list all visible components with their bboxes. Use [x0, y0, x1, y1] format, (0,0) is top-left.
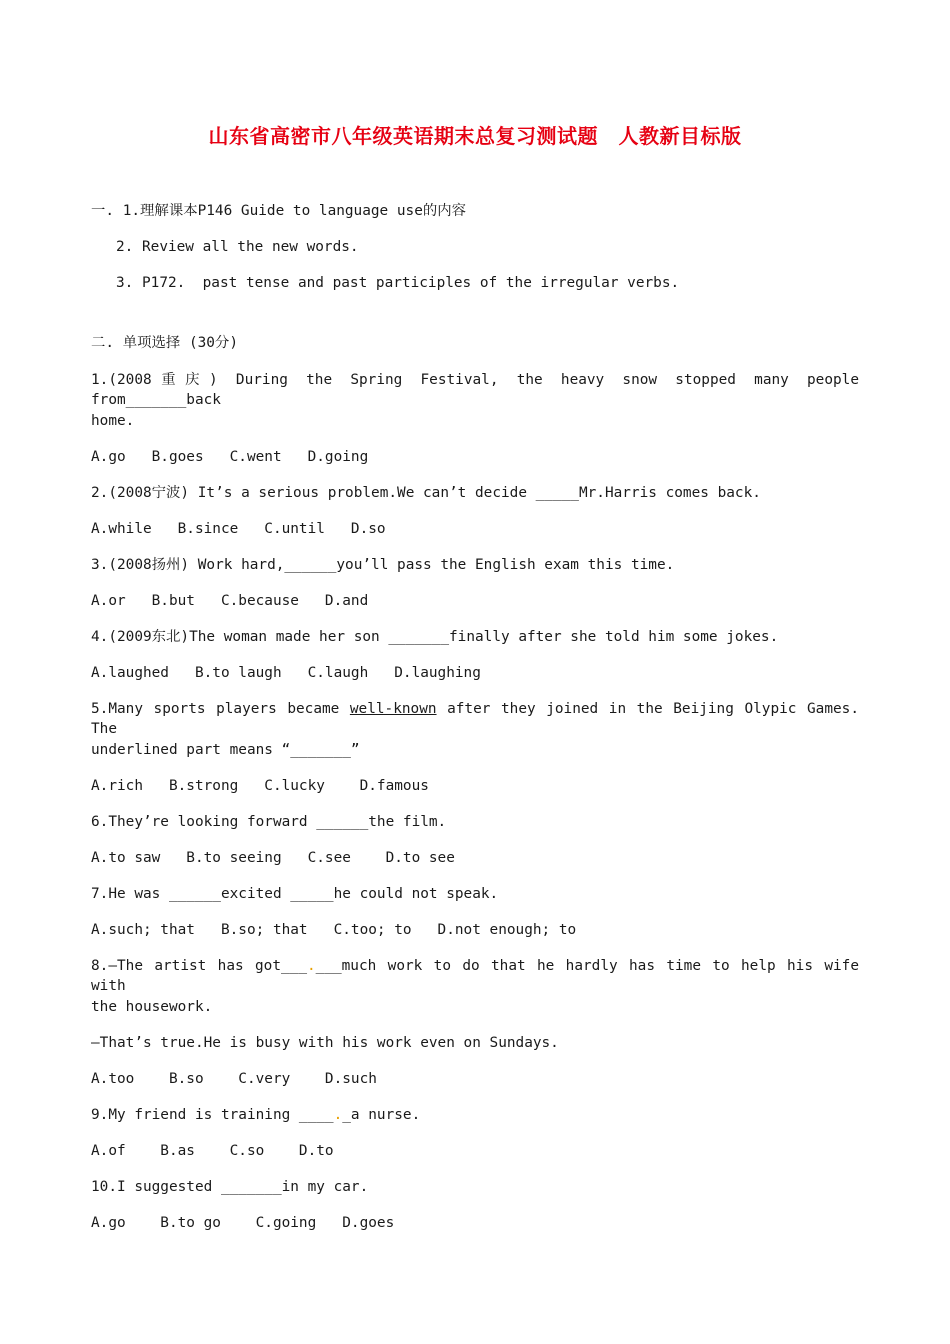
question-8-dot: . [306, 958, 316, 974]
question-1-stem: 1.(2008重庆) During the Spring Festival, the heavy snow stopped many people from_______back [91, 372, 859, 408]
question-6-stem: 6.They’re looking forward ______the film. [91, 814, 447, 830]
question-8-stem-cont: the housework. [91, 999, 213, 1015]
question-7-options: A.such; that B.so; that C.too; to D.not enough; to [91, 922, 577, 938]
question-10-options: A.go B.to go C.going D.goes [91, 1215, 395, 1231]
question-9-stem [91, 1105, 420, 1125]
question-5-stem [91, 699, 859, 739]
question-8-stem-post: ___much work to do that he hardly has time to help his wife with [91, 958, 860, 994]
page-title: 山东省高密市八年级英语期末总复习测试题 人教新目标版 [208, 124, 742, 148]
question-3-options: A.or B.but C.because D.and [91, 593, 369, 609]
question-4-stem: 4.(2009东北)The woman made her son _______finally after she told him some jokes. [91, 629, 779, 645]
question-5-options: A.rich B.strong C.lucky D.famous [91, 778, 429, 794]
section1-item-3: 3. P172. past tense and past participles of the irregular verbs. [116, 275, 680, 291]
question-6-options: A.to saw B.to seeing C.see D.to see [91, 850, 455, 866]
question-3-stem: 3.(2008扬州) Work hard,______you’ll pass the English exam this time. [91, 557, 675, 573]
section2-heading: 二. 单项选择 (30分) [91, 335, 238, 351]
question-9-options: A.of B.as C.so D.to [91, 1143, 334, 1159]
question-8-stem-pre: 8.—The artist has got___ [91, 958, 307, 974]
question-4-options: A.laughed B.to laugh C.laugh D.laughing [91, 665, 481, 681]
question-8-stem [91, 956, 859, 996]
question-2-options: A.while B.since C.until D.so [91, 521, 386, 537]
question-5-stem-cont: underlined part means “_______” [91, 742, 360, 758]
question-1-stem-cont: home. [91, 413, 135, 429]
question-5-stem-post: after they joined in the Beijing Olypic Games. The [91, 701, 859, 737]
question-5-stem-pre: 5.Many sports players became [91, 701, 350, 717]
section1-item-1: 一. 1.理解课本P146 Guide to language use的内容 [91, 203, 467, 219]
question-8-reply: —That’s true.He is busy with his work even on Sundays. [91, 1035, 559, 1051]
question-1-options: A.go B.goes C.went D.going [91, 449, 369, 465]
question-9-dot: . [333, 1107, 343, 1123]
question-9-stem-pre: 9.My friend is training ____ [91, 1107, 334, 1123]
question-2-stem: 2.(2008宁波) It’s a serious problem.We can’t decide _____Mr.Harris comes back. [91, 485, 761, 501]
question-9-stem-post: _a nurse. [342, 1107, 421, 1123]
question-10-stem: 10.I suggested _______in my car. [91, 1179, 369, 1195]
question-8-options: A.too B.so C.very D.such [91, 1071, 377, 1087]
question-7-stem: 7.He was ______excited _____he could not speak. [91, 886, 499, 902]
section1-item-2: 2. Review all the new words. [116, 239, 359, 255]
underlined-phrase: well-known [349, 701, 437, 717]
